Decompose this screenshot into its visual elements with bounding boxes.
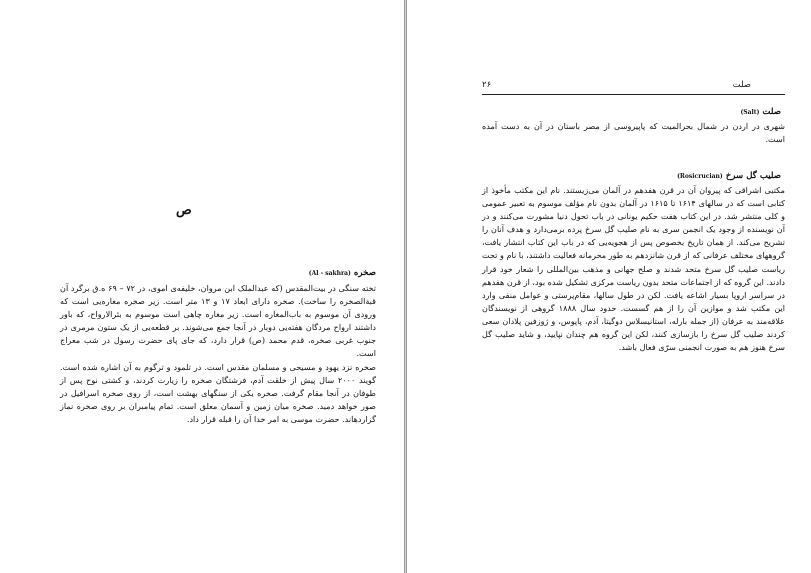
entry-latin-title: (Al - sakhra) xyxy=(308,270,351,277)
paragraph: صخره نزد یهود و مسیحی و مسلمان مقدس است. در تلمود و ترگوم به آن اشاره شده است. گویند ۲۰۰۰ سال پیش از خلقت آدم، فرشتگان صخره را زیارت کردند، و کشتی نوح پس از طوفان در آنجا مقام گرفت. صخره یکی از سنگهای بهشت است، از روی صخره اسرافیل در صور خواهد دمید. صخره میان زمین و آسمان معلق است. تمام پیامبران بر روی صخره نماز گزاردهاند. حضرت موسی به امر خدا آن را قبله قرار داد. xyxy=(60,361,376,424)
entry-heading-rosicrucian xyxy=(677,170,781,183)
entry-body-sakhra xyxy=(60,282,376,426)
paragraph: شهری در اردن در شمال بحرالمیت که پاپیروسی از مصر باستان در آن به دست آمده است. xyxy=(482,121,785,145)
entry-latin-title: (Salt) xyxy=(740,109,760,116)
right-page xyxy=(407,0,811,573)
entry-heading-salt xyxy=(740,106,781,119)
entry-title: صلیب گل سرخ xyxy=(725,171,781,181)
header-rule xyxy=(482,94,785,95)
gutter-edge-left xyxy=(404,0,405,573)
entry-latin-title: (Rosicrucian) xyxy=(677,173,723,180)
entry-title: صخره xyxy=(353,268,376,278)
page-number: ۲۶ xyxy=(482,80,492,90)
paragraph: مکتبی اشراقی که پیروان آن در قرن هفدهم در آلمان می‌زیستند. نام این مکتب مأخوذ از کتابی است که در سالهای ۱۶۱۴ تا ۱۶۱۵ در آلمان بدون نام مؤلف موسوم به تعبیر عمومی و کلی منتشر شد. در این کتاب هفت حکیم یونانی در باب تحول دنیا مشورت می‌کنند و در آن نویسنده از وجود یک انجمن سری به نام صلیب گل سرخ پرده برمی‌دارد و هدف آنان را تشریح می‌کند. از همان تاریخ بخصوص پس از هجویه‌یی که در باب این کتاب انتشار یافت، گروههای مختلف عرفانی که از قرن شانزدهم به طور محرمانه فعالیت داشتند، با نام و تحت ریاست صلیب گل سرخ متحد شدند و صلح جهانی و مذهب بین‌المللی را شعار خود قرار دادند. این گروه که از اجتماعات متحد بدون ریاست مرکزی تشکیل شده بود، از قرن هفدهم در سراسر اروپا بسیار اشاعه یافت. لکن در طول سالها، مقام‌پرستی و عوامل منفی وارد این مکتب شد و موازین آن را از هم گسست. حدود سال ۱۸۸۸ گروهی از نویسندگان علاقه‌مند به عرفان (از جمله بارله، استانیسلاس دوگیتا، آدم، پاپوس، و ژوزفین پلادان سعی کردند صلیب گل سرخ را بازسازی کنند، لکن این گروه هم چندان نپایید، و شاید صلیب گل سرخ هنوز هم به صورت انجمنی سرّی فعال باشد. xyxy=(482,185,785,353)
paragraph: تخته سنگی در بیت‌المقدس (که عبدالملک ابن مروان، خلیفه‌ی اموی، در ۷۲ – ۶۹ ه.ق برگرد آن قبةالصخره را ساخت). صخره دارای ابعاد ۱۷ و ۱۳ متر است. زیر صخره مغاره‌یی است که ورودی آن موسوم به باب‌المغاره است. زیر مغاره چاهی است موسوم به بئرالارواح، که باور داشتند ارواح مردگان هفته‌یی دوبار در آنجا جمع می‌شوند. بر قطعه‌یی از یک ستون مرمری در جنوب غربی صخره، قدم محمد (ص) قرار دارد، که جای پای حضرت رسول در شب معراج است. xyxy=(60,283,376,359)
section-letter: ص xyxy=(176,203,192,218)
entry-body-rosicrucian xyxy=(482,184,785,354)
entry-heading-sakhra xyxy=(309,267,376,280)
entry-body-salt xyxy=(482,120,785,146)
left-page xyxy=(0,0,404,573)
running-head: صلت xyxy=(732,80,751,90)
entry-title: صلت xyxy=(762,107,781,117)
